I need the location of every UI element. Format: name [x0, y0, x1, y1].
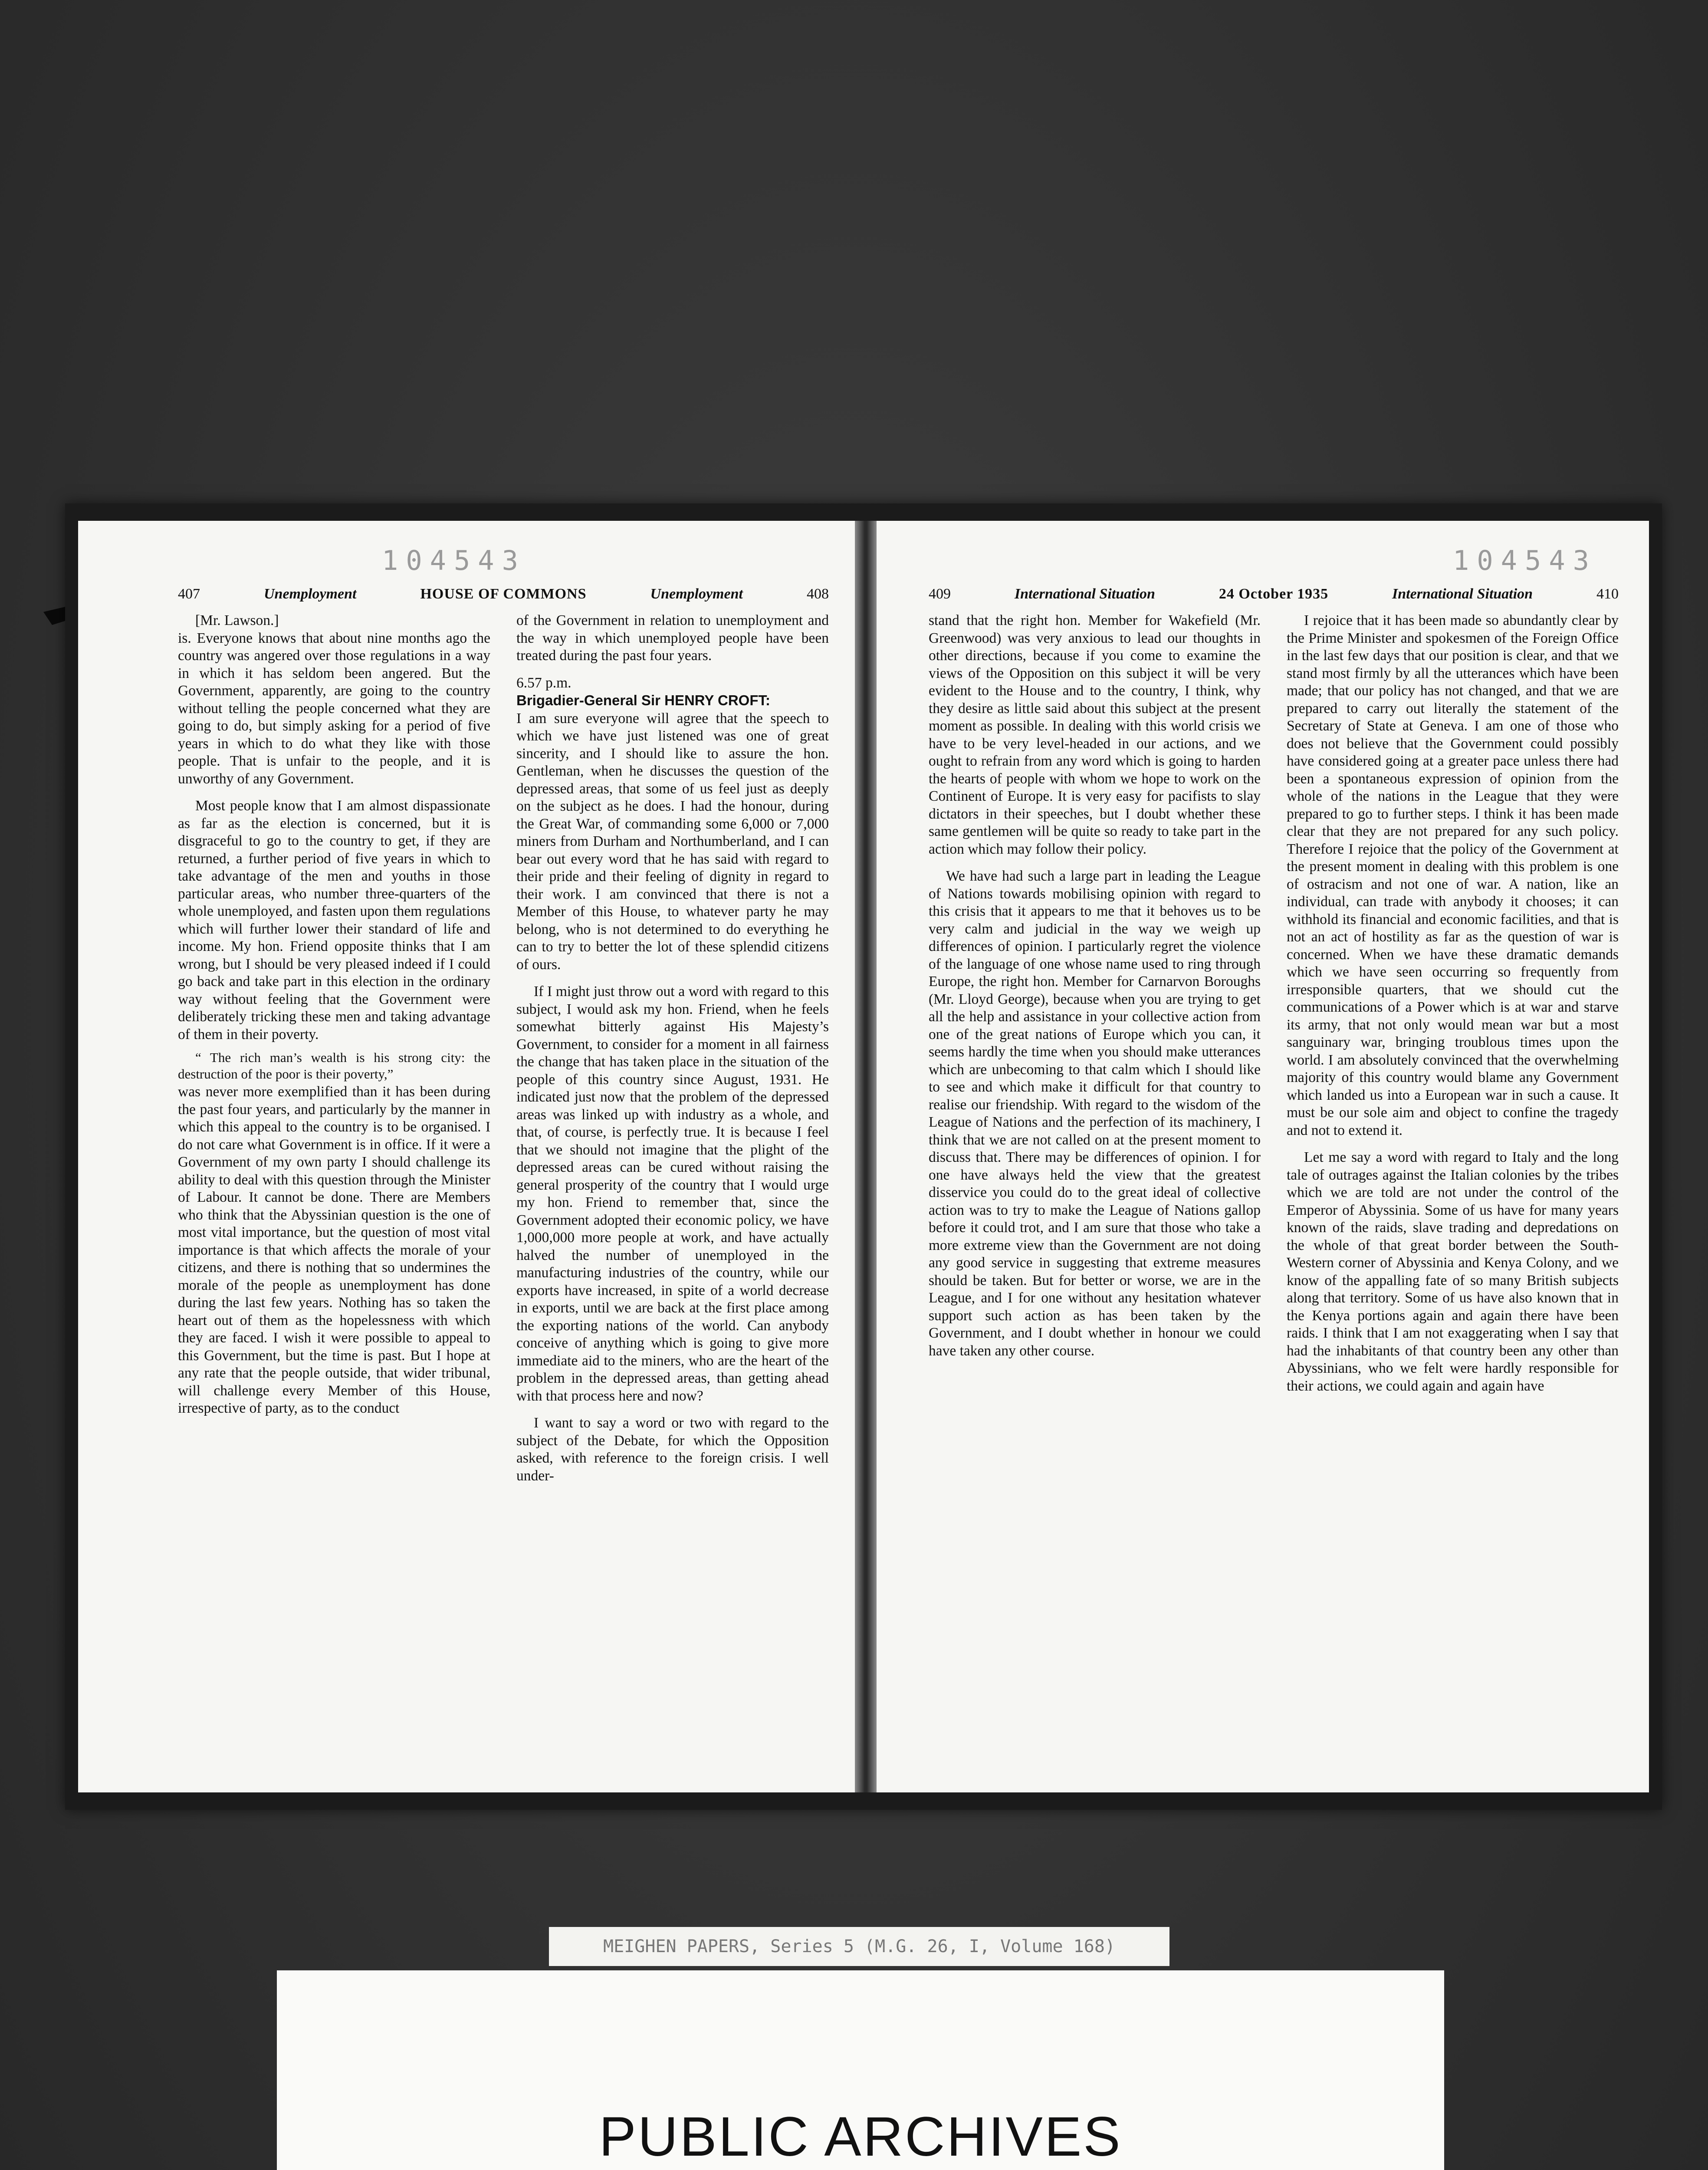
- paragraph: I want to say a word or two with regard to the subject of the Debate, for which the Opposition asked, with reference to the foreign crisis. I well under-: [516, 1415, 829, 1484]
- text-column: [178, 612, 490, 1485]
- running-header-right: [929, 586, 1619, 608]
- paragraph: I rejoice that it has been made so abundantly clear by the Prime Minister and spokesmen of the Foreign Office in the last few days that our position is clear, and that we stand most firmly by all the utterances which have been made; that our policy has not changed, and that we are prepared to carry out literally the statement of the Secretary of State at Geneva. I am one of those who does not believe that the Government could possibly have considered going at a greater pace unless there had been a spontaneous expression of opinion from the whole of the nations in the League that they were prepared to go to further steps. I think it has been made clear that they are not prepared for any such policy. Therefore I rejoice that the policy of the Government at the present moment in dealing with this problem is one of ostracism and not one of war. A nation, like an individual, can trade with anybody it chooses; it can withhold its financial and economic facilities, and that is not an act of hostility as far as the question of war is concerned. When we have these dramatic demands which we have seen occurring so frequently from irresponsible quarters, that we should cut the communications of a Power which is at war and starve its army, that not only would mean war but a most sanguinary war, bringing troublous times upon the world. I am absolutely convinced that the overwhelming majority of this country would blame any Government which landed us into a European war in such a cause. It must be our sole aim and object to confine the tragedy and not to extend it.: [1287, 612, 1619, 1138]
- sitting-date: 24 October 1935: [1219, 586, 1329, 602]
- archive-stamp-left: 104543: [382, 545, 526, 576]
- series-label: MEIGHEN PAPERS, Series 5 (M.G. 26, I, Volume 168): [549, 1927, 1169, 1966]
- speaker-bracket: [Mr. Lawson.]: [195, 612, 279, 628]
- speaker-name: Brigadier-General Sir HENRY CROFT:: [516, 692, 770, 708]
- paragraph: If I might just throw out a word with regard to this subject, I would ask my hon. Friend, when he feels somewhat bitterly against His Majesty’s Government, to consider for a moment in all fairness the change that has taken place in the situation of the people of this country since August, 1931. He indicated just now that the problem of the depressed areas was linked up with industry as a whole, and that, of course, is perfectly true. It is because I feel that we should not imagine that the plight of the depressed areas can be cured without raising the general prosperity of the country that I would urge my hon. Friend to remember that, since the Government adopted their economic policy, we have 1,000,000 more people at work, and have actually halved the number of unemployed in the manufacturing industries of the country, while our exports have increased, in spite of a world decrease in exports, until we are back at the first place among the exporting nations of the world. Can anybody conceive of anything which is going to give more immediate aid to the miners, who are the heart of the problem in the depressed areas, than getting ahead with that process here and now?: [516, 983, 829, 1404]
- paragraph: I am sure everyone will agree that the speech to which we have just listened was one of great sincerity, and I should like to assure the hon. Gentleman, when he discusses the question of the depressed areas, that some of us feel just as deeply on the subject as he does. I had the honour, during the Great War, of commanding some 6,000 or 7,000 miners from Durham and Northumberland, and I can bear out every word that he has said with regard to their pride and their feeling of dignity in regard to their work. I am convinced that there is not a Member of this House, to whatever party he may belong, who is not determined to do everything he can to try to better the lot of these splendid citizens of ours.: [516, 710, 829, 973]
- archive-card: [277, 1970, 1444, 2170]
- page-number: 407: [178, 586, 200, 602]
- paragraph: stand that the right hon. Member for Wakefield (Mr. Greenwood) was very anxious to lead our thoughts in other directions, because if you come to examine the views of the Opposition on this subject it will be very evident to the House and to the country, I think, why they desire as little said about this subject at the present moment as possible. In dealing with this world crisis we have to be very level-headed in our actions, and we ought to refrain from any word which is going to harden the hearts of people with whom we hope to work on the Continent of Europe. It is very easy for pacifists to slay dictators in their speeches, but I doubt whether these same gentlemen will be quite so ready to take part in the action which may follow their policy.: [929, 612, 1261, 857]
- paragraph: Most people know that I am almost dispassionate as far as the election is concerned, but it is disgraceful to go to the country to get, if they are returned, a further period of five years in which to take advantage of the men and youths in those particular areas, who number three-quarters of the whole unemployed, and fasten upon them regulations which will further lower their standard of life and income. My hon. Friend opposite thinks that I am wrong, but I should be very pleased indeed if I could go back and take part in this election in the ordinary way without feeling that the Government were deliberately tricking these men and taking advantage of them in their poverty.: [178, 798, 490, 1042]
- archive-name-en: PUBLIC ARCHIVES: [599, 2106, 1122, 2168]
- running-header-left: [178, 586, 829, 608]
- left-page: [78, 521, 855, 1792]
- open-book: [65, 503, 1662, 1810]
- paragraph: Let me say a word with regard to Italy and the long tale of outrages against the Italian colonies by the tribes which we are told are not under the control of the Emperor of Abyssinia. Some of us have for many years known of the raids, slave trading and depredations on the whole of that great border between the South-Western corner of Abyssinia and Kenya Colony, and we know of the appalling fate of so many British subjects along that territory. Some of us have also known that in the Kenya portions again and again there have been raids. I think that I am not exaggerating when I say that had the inhabitants of that country been any other than Abyssinians, who we felt were hardly responsible for their actions, we could again and again have: [1287, 1149, 1619, 1394]
- paragraph: is. Everyone knows that about nine months ago the country was angered over those regulations in a way in which it has seldom been angered. But the Government, apparently, are going to the country without telling the people concerned what they are going to do, but simply asking for a period of five years in which to do what they like with those people. That is unfair to the people, and it is unworthy of any Government.: [178, 630, 490, 787]
- timestamp: 6.57 p.m.: [516, 674, 572, 691]
- page-number: 409: [929, 586, 951, 602]
- section-title: International Situation: [1392, 586, 1533, 602]
- page-number: 408: [806, 586, 829, 602]
- right-page: [877, 521, 1649, 1792]
- section-title: Unemployment: [264, 586, 357, 602]
- page-number: 410: [1596, 586, 1619, 602]
- text-column: [929, 612, 1261, 1395]
- text-column: [516, 612, 829, 1485]
- paragraph: was never more exemplified than it has been during the past four years, and particularly by the manner in which this appeal to the country is to be organised. I do not care what Government is in office. If it were a Government of my own party I should challenge its ability to deal with this question through the Minister of Labour. It cannot be done. There are Members who think that the Abyssinian question is the one of most vital importance, but the question of most vital importance is that which affects the morale of your citizens, and there is nothing that so undermines the morale of the people as unemployment has done during the last few years. Nothing has so taken the heart out of them as the hopelessness with which they are faced. I wish it were possible to appeal to this Government, but the time is past. But I hope at any rate that the people outside, that wider tribunal, will challenge every Member of this House, irrespective of party, as to the conduct: [178, 1084, 490, 1416]
- paragraph: We have had such a large part in leading the League of Nations towards mobilising opinion with regard to this crisis that it appears to me that it behoves us to be very calm and judicial in the way we weigh up differences of opinion. I particularly regret the violence of the language of one whose name used to ring through Europe, the right hon. Member for Carnarvon Boroughs (Mr. Lloyd George), because when you are trying to get all the help and assistance in your collective action from one of the great nations of Europe which you can, it seems hardly the time when you should make utterances which are unbecoming to that calm which I should like to see and which make it difficult for that country to realise our friendship. With regard to the wisdom of the League of Nations and the perfection of its machinery, I think that we are not called on at the present moment to discuss that. There may be differences of opinion. I for one have always held the view that the greatest disservice you could do to the great ideal of collective action was to try to make the League of Nations gallop before it could trot, and I am sure that those who take a more extreme view than the Government are not doing any good service in suggesting that extreme measures should be taken. But for better or worse, we are in the League, and I for one without any hesitation whatever support such action as has been taken by the Government, and I doubt whether in honour we could have taken any other course.: [929, 868, 1261, 1359]
- quotation: “ The rich man’s wealth is his strong city: the destruction of the poor is their poverty,”: [178, 1050, 490, 1082]
- section-title: International Situation: [1014, 586, 1155, 602]
- archive-stamp-right: 104543: [1453, 545, 1597, 576]
- text-column: [1287, 612, 1619, 1395]
- book-gutter: [855, 521, 877, 1792]
- paragraph: of the Government in relation to unemployment and the way in which unemployed people have been treated during the past four years.: [516, 612, 829, 664]
- house-title: HOUSE OF COMMONS: [420, 586, 587, 602]
- section-title: Unemployment: [650, 586, 743, 602]
